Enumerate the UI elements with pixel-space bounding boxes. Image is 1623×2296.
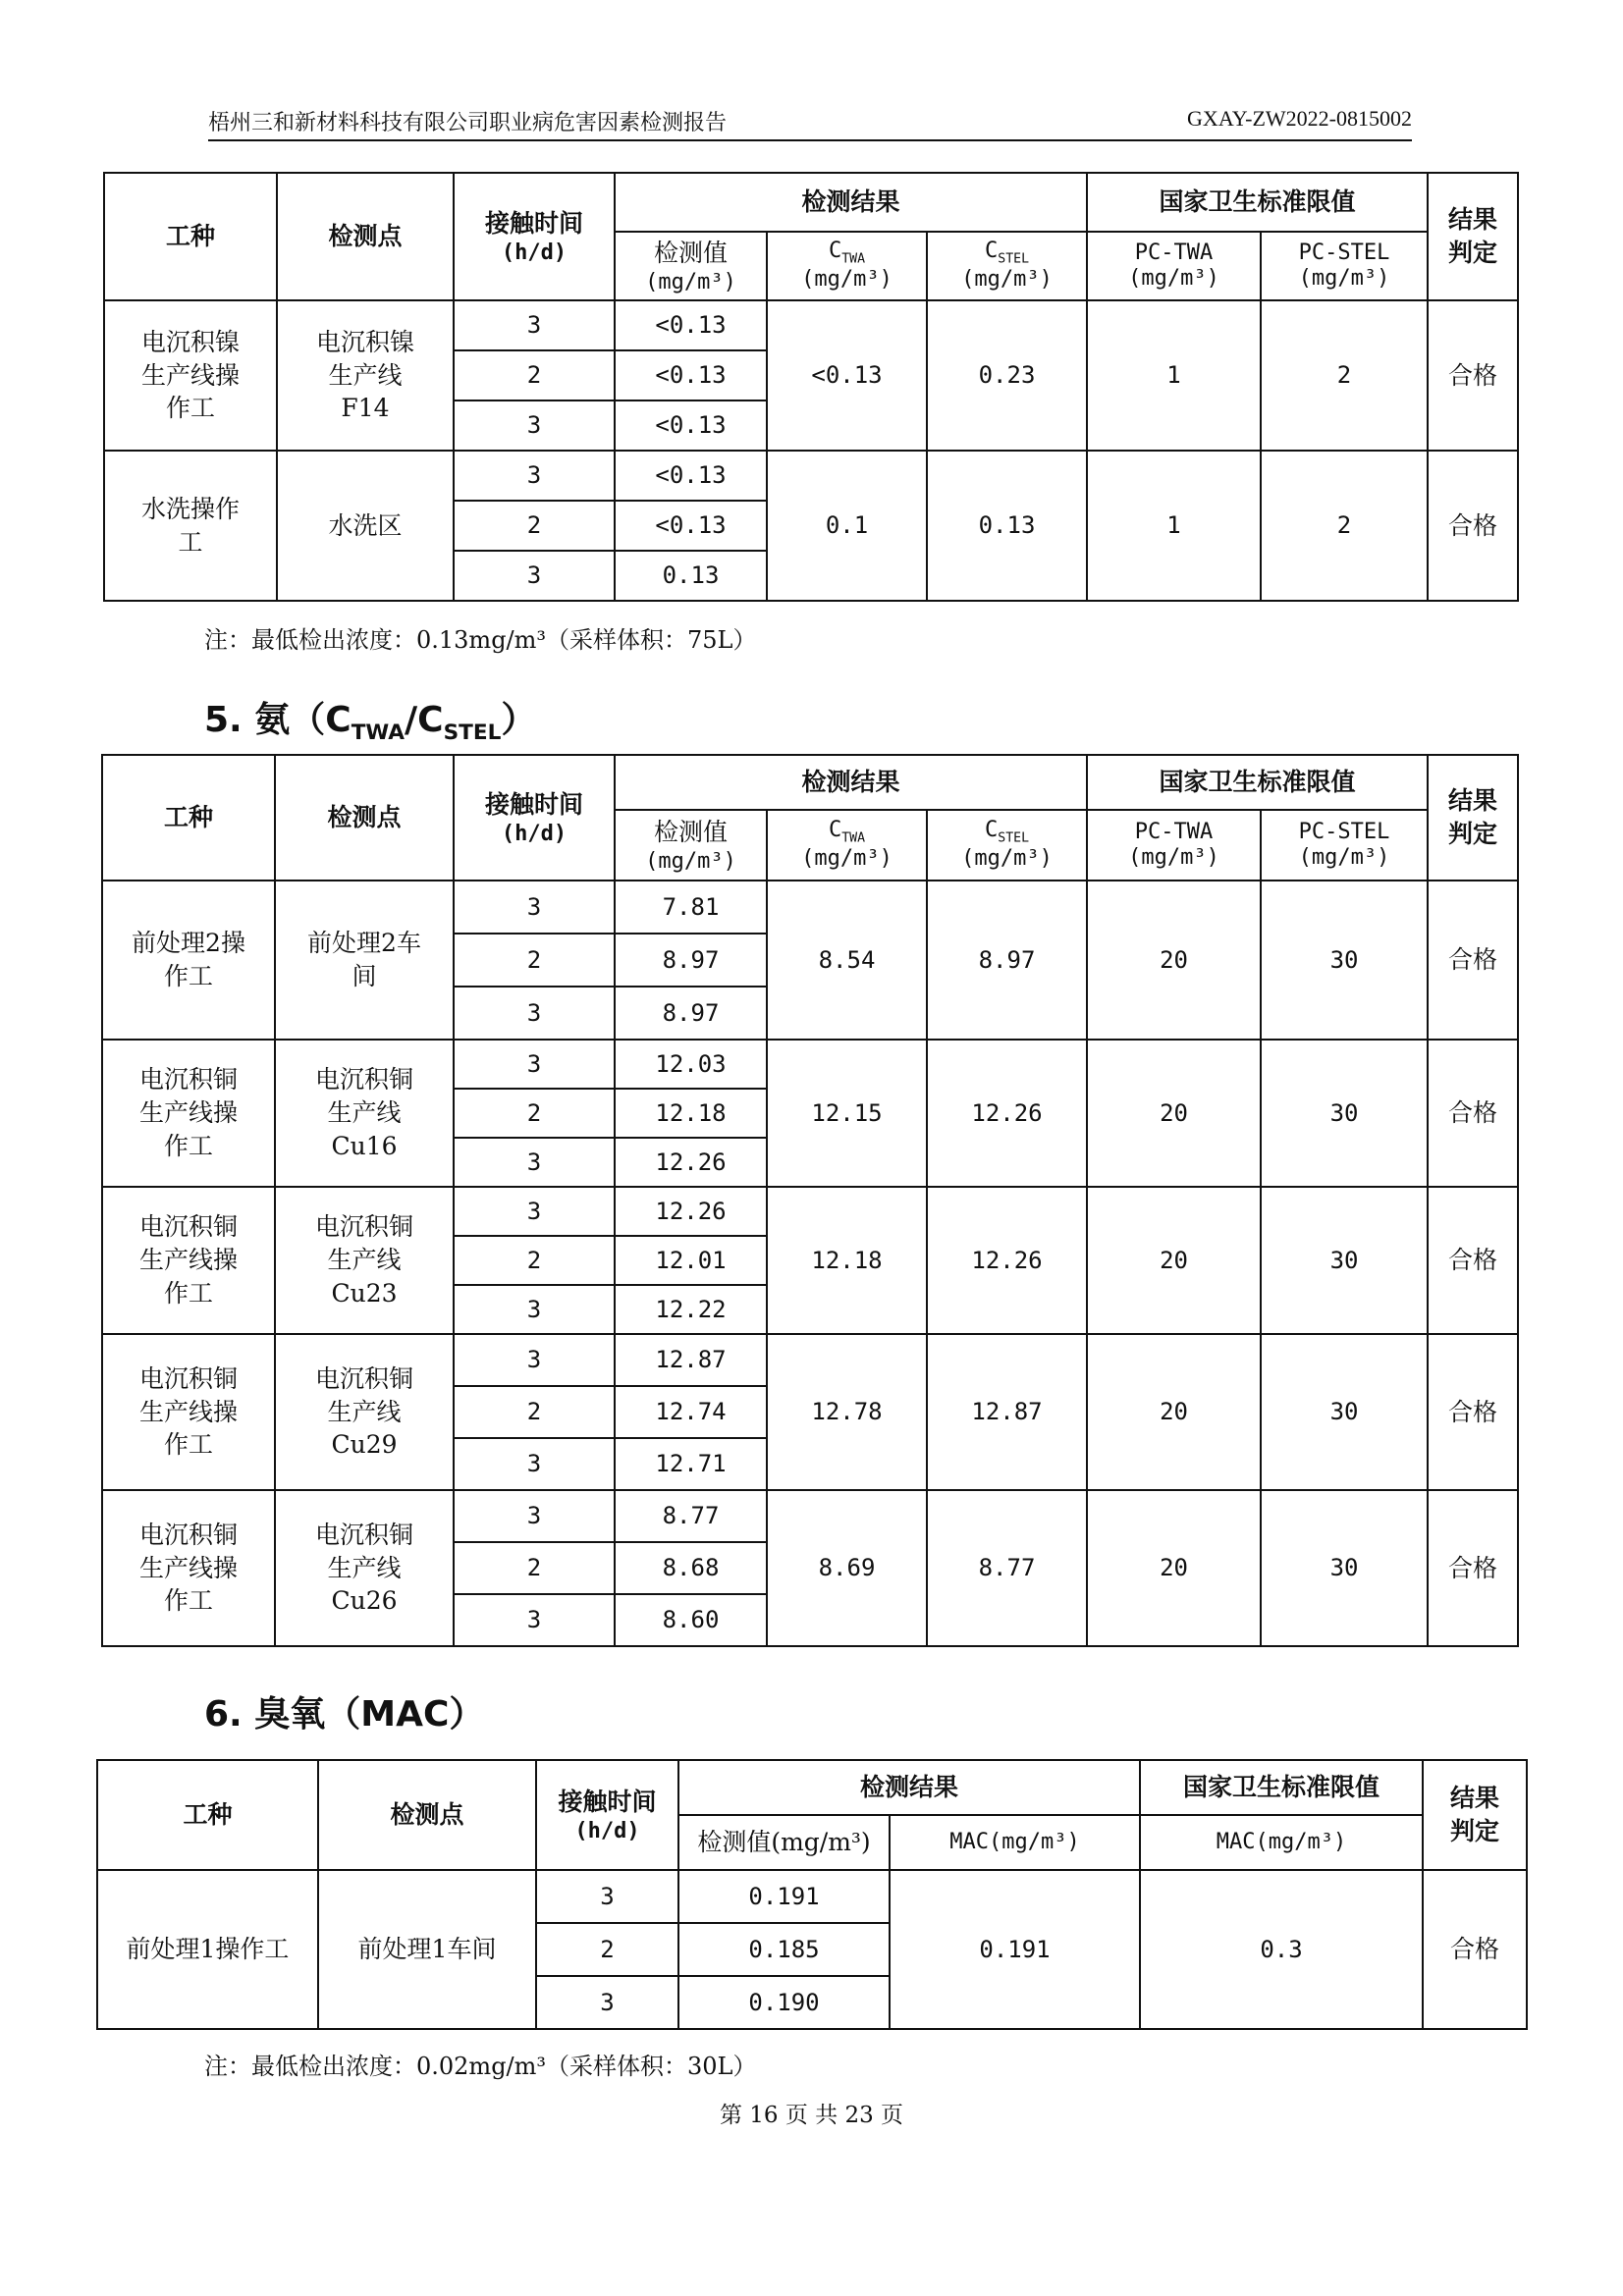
cell-measured: 12.74 — [615, 1386, 767, 1438]
cell-time: 3 — [454, 1594, 615, 1646]
table-row — [102, 1334, 1518, 1386]
header-company-title: 梧州三和新材料科技有限公司职业病危害因素检测报告 — [208, 111, 728, 135]
section-6-title: 6. 臭氧（MAC） — [204, 1694, 485, 1735]
cell-job: 电沉积镍生产线操作工 — [104, 300, 277, 451]
table-3 — [96, 1759, 1528, 2030]
header-measured: 检测值 (mg/m³) — [615, 810, 767, 881]
header-pc-twa: PC-TWA (mg/m³) — [1087, 810, 1261, 881]
header-measured-mac: 检测值(mg/m³) — [678, 1815, 890, 1870]
header-cstel: $C_{STEL}$ (mg/m³) — [927, 810, 1087, 881]
cell-time: 3 — [454, 1040, 615, 1089]
table-row — [102, 1040, 1518, 1089]
cell-time: 2 — [454, 501, 615, 551]
cell-cstel: 8.97 — [927, 881, 1087, 1040]
cell-time: 3 — [454, 1285, 615, 1334]
header-judge: 结果判定 — [1428, 173, 1518, 300]
cell-job: 电沉积铜生产线操作工 — [102, 1490, 275, 1646]
group — [102, 1040, 1518, 1187]
cell-point: 前处理1车间 — [318, 1870, 536, 2029]
group — [102, 1334, 1518, 1490]
cell-measured: <0.13 — [615, 400, 767, 451]
cell-judge: 合格 — [1428, 1040, 1518, 1187]
cell-measured: 12.71 — [615, 1438, 767, 1490]
header-point: 检测点 — [277, 173, 454, 300]
cell-ctwa: 0.1 — [767, 451, 927, 601]
cell-point: 电沉积镍生产线 F14 — [277, 300, 454, 451]
cell-ctwa: 12.78 — [767, 1334, 927, 1490]
cell-measured: 12.22 — [615, 1285, 767, 1334]
cell-pc-stel: 2 — [1261, 451, 1428, 601]
table-row — [104, 300, 1518, 350]
cell-ctwa: <0.13 — [767, 300, 927, 451]
cell-pc-twa: 1 — [1087, 451, 1261, 601]
cell-pc-stel: 30 — [1261, 1040, 1428, 1187]
cell-cstel: 12.26 — [927, 1040, 1087, 1187]
cell-job: 电沉积铜生产线操作工 — [102, 1334, 275, 1490]
group — [102, 1187, 1518, 1334]
cell-mac-limit: 0.3 — [1140, 1870, 1423, 2029]
header-ctwa: $C_{TWA}$ (mg/m³) — [767, 232, 927, 300]
table-1 — [103, 172, 1519, 602]
cell-time: 3 — [454, 881, 615, 934]
cell-measured: 12.26 — [615, 1138, 767, 1187]
header-measured: 检测值 (mg/m³) — [615, 232, 767, 300]
cell-time: 3 — [454, 1187, 615, 1236]
table-3-note: 注：最低检出浓度：0.02mg/m³（采样体积：30L） — [204, 2053, 757, 2080]
cell-measured: 0.190 — [678, 1976, 890, 2029]
cell-time: 3 — [454, 300, 615, 350]
cell-measured: 0.13 — [615, 551, 767, 601]
table-row — [102, 881, 1518, 934]
group — [102, 1490, 1518, 1646]
cell-judge: 合格 — [1428, 881, 1518, 1040]
cell-judge: 合格 — [1428, 1187, 1518, 1334]
cell-time: 3 — [454, 551, 615, 601]
page-footer: 第 16 页 共 23 页 — [719, 2103, 904, 2128]
table-row — [97, 1870, 1527, 1923]
cell-pc-twa: 20 — [1087, 881, 1261, 1040]
cell-judge: 合格 — [1428, 451, 1518, 601]
header-limit-group: 国家卫生标准限值 — [1087, 173, 1428, 232]
table-row — [102, 1490, 1518, 1542]
header-point: 检测点 — [318, 1760, 536, 1870]
cell-measured: 12.03 — [615, 1040, 767, 1089]
cell-job: 前处理1操作工 — [97, 1870, 318, 2029]
table-row — [102, 1187, 1518, 1236]
cell-time: 3 — [536, 1976, 678, 2029]
header-time: 接触时间 (h/d) — [536, 1760, 678, 1870]
cell-measured: 12.26 — [615, 1187, 767, 1236]
cell-pc-stel: 2 — [1261, 300, 1428, 451]
header-judge: 结果判定 — [1428, 755, 1518, 881]
header-result-group: 检测结果 — [615, 755, 1087, 810]
cell-cstel: 12.26 — [927, 1187, 1087, 1334]
cell-pc-twa: 20 — [1087, 1040, 1261, 1187]
header-ctwa: $C_{TWA}$ (mg/m³) — [767, 810, 927, 881]
cell-pc-stel: 30 — [1261, 881, 1428, 1040]
cell-time: 3 — [454, 1138, 615, 1187]
cell-measured: 0.185 — [678, 1923, 890, 1976]
cell-job: 电沉积铜生产线操作工 — [102, 1187, 275, 1334]
cell-ctwa: 12.18 — [767, 1187, 927, 1334]
cell-point: 电沉积铜生产线Cu23 — [275, 1187, 454, 1334]
group — [104, 300, 1518, 451]
header-job: 工种 — [97, 1760, 318, 1870]
header-pc-stel: PC-STEL (mg/m³) — [1261, 810, 1428, 881]
cell-measured: 12.18 — [615, 1089, 767, 1138]
cell-pc-stel: 30 — [1261, 1334, 1428, 1490]
header-job: 工种 — [104, 173, 277, 300]
cell-measured: <0.13 — [615, 501, 767, 551]
cell-ctwa: 12.15 — [767, 1040, 927, 1187]
header-mac-limit: MAC(mg/m³) — [1140, 1815, 1423, 1870]
header-cstel: $C_{STEL}$ (mg/m³) — [927, 232, 1087, 300]
cell-time: 2 — [454, 1236, 615, 1285]
cell-time: 2 — [454, 1089, 615, 1138]
cell-measured: <0.13 — [615, 451, 767, 501]
cell-measured: 12.01 — [615, 1236, 767, 1285]
cell-time: 2 — [454, 350, 615, 400]
cell-judge: 合格 — [1428, 300, 1518, 451]
group — [102, 881, 1518, 1040]
table-row — [104, 451, 1518, 501]
header-report-number: GXAY-ZW2022-0815002 — [1187, 106, 1412, 131]
header-pc-twa: PC-TWA (mg/m³) — [1087, 232, 1261, 300]
cell-point: 电沉积铜生产线Cu26 — [275, 1490, 454, 1646]
cell-cstel: 0.13 — [927, 451, 1087, 601]
header-judge: 结果判定 — [1423, 1760, 1527, 1870]
cell-time: 2 — [454, 934, 615, 987]
cell-measured: <0.13 — [615, 300, 767, 350]
cell-judge: 合格 — [1428, 1334, 1518, 1490]
cell-time: 2 — [454, 1542, 615, 1594]
cell-cstel: 12.87 — [927, 1334, 1087, 1490]
cell-point: 水洗区 — [277, 451, 454, 601]
cell-pc-stel: 30 — [1261, 1187, 1428, 1334]
cell-time: 3 — [454, 1490, 615, 1542]
header-job: 工种 — [102, 755, 275, 881]
cell-measured: 8.97 — [615, 934, 767, 987]
table-2 — [101, 754, 1519, 1647]
cell-measured: 8.97 — [615, 987, 767, 1040]
cell-point: 前处理2车间 — [275, 881, 454, 1040]
cell-judge: 合格 — [1428, 1490, 1518, 1646]
page-header — [208, 106, 1412, 141]
cell-cstel: 0.23 — [927, 300, 1087, 451]
section-5-title: 5. 氨$(C_{TWA}/C_{STEL})$ — [204, 700, 537, 746]
cell-pc-twa: 20 — [1087, 1490, 1261, 1646]
header-mac: MAC(mg/m³) — [890, 1815, 1140, 1870]
cell-point: 电沉积铜生产线Cu29 — [275, 1334, 454, 1490]
cell-pc-stel: 30 — [1261, 1490, 1428, 1646]
cell-time: 3 — [454, 1438, 615, 1490]
cell-pc-twa: 20 — [1087, 1334, 1261, 1490]
header-time: 接触时间 (h/d) — [454, 173, 615, 300]
cell-time: 2 — [454, 1386, 615, 1438]
cell-pc-twa: 20 — [1087, 1187, 1261, 1334]
header-result-group: 检测结果 — [678, 1760, 1140, 1815]
cell-job: 电沉积铜生产线操作工 — [102, 1040, 275, 1187]
header-result-group: 检测结果 — [615, 173, 1087, 232]
cell-measured: <0.13 — [615, 350, 767, 400]
cell-measured: 7.81 — [615, 881, 767, 934]
cell-measured: 12.87 — [615, 1334, 767, 1386]
cell-judge: 合格 — [1423, 1870, 1527, 2029]
cell-measured: 8.60 — [615, 1594, 767, 1646]
cell-cstel: 8.77 — [927, 1490, 1087, 1646]
header-limit-group: 国家卫生标准限值 — [1087, 755, 1428, 810]
header-point: 检测点 — [275, 755, 454, 881]
cell-measured: 8.77 — [615, 1490, 767, 1542]
cell-ctwa: 8.54 — [767, 881, 927, 1040]
header-limit-group: 国家卫生标准限值 — [1140, 1760, 1423, 1815]
cell-time: 3 — [536, 1870, 678, 1923]
cell-pc-twa: 1 — [1087, 300, 1261, 451]
group — [104, 451, 1518, 601]
cell-point: 电沉积铜生产线Cu16 — [275, 1040, 454, 1187]
cell-measured: 0.191 — [678, 1870, 890, 1923]
cell-time: 3 — [454, 451, 615, 501]
cell-time: 2 — [536, 1923, 678, 1976]
header-pc-stel: PC-STEL (mg/m³) — [1261, 232, 1428, 300]
cell-time: 3 — [454, 987, 615, 1040]
cell-job: 前处理2操作工 — [102, 881, 275, 1040]
header-time: 接触时间 (h/d) — [454, 755, 615, 881]
cell-time: 3 — [454, 400, 615, 451]
cell-ctwa: 8.69 — [767, 1490, 927, 1646]
header-rule — [208, 139, 1412, 141]
table-1-note: 注：最低检出浓度：0.13mg/m³（采样体积：75L） — [204, 626, 757, 654]
cell-time: 3 — [454, 1334, 615, 1386]
cell-measured: 8.68 — [615, 1542, 767, 1594]
group — [97, 1870, 1527, 2029]
cell-job: 水洗操作工 — [104, 451, 277, 601]
cell-mac: 0.191 — [890, 1870, 1140, 2029]
